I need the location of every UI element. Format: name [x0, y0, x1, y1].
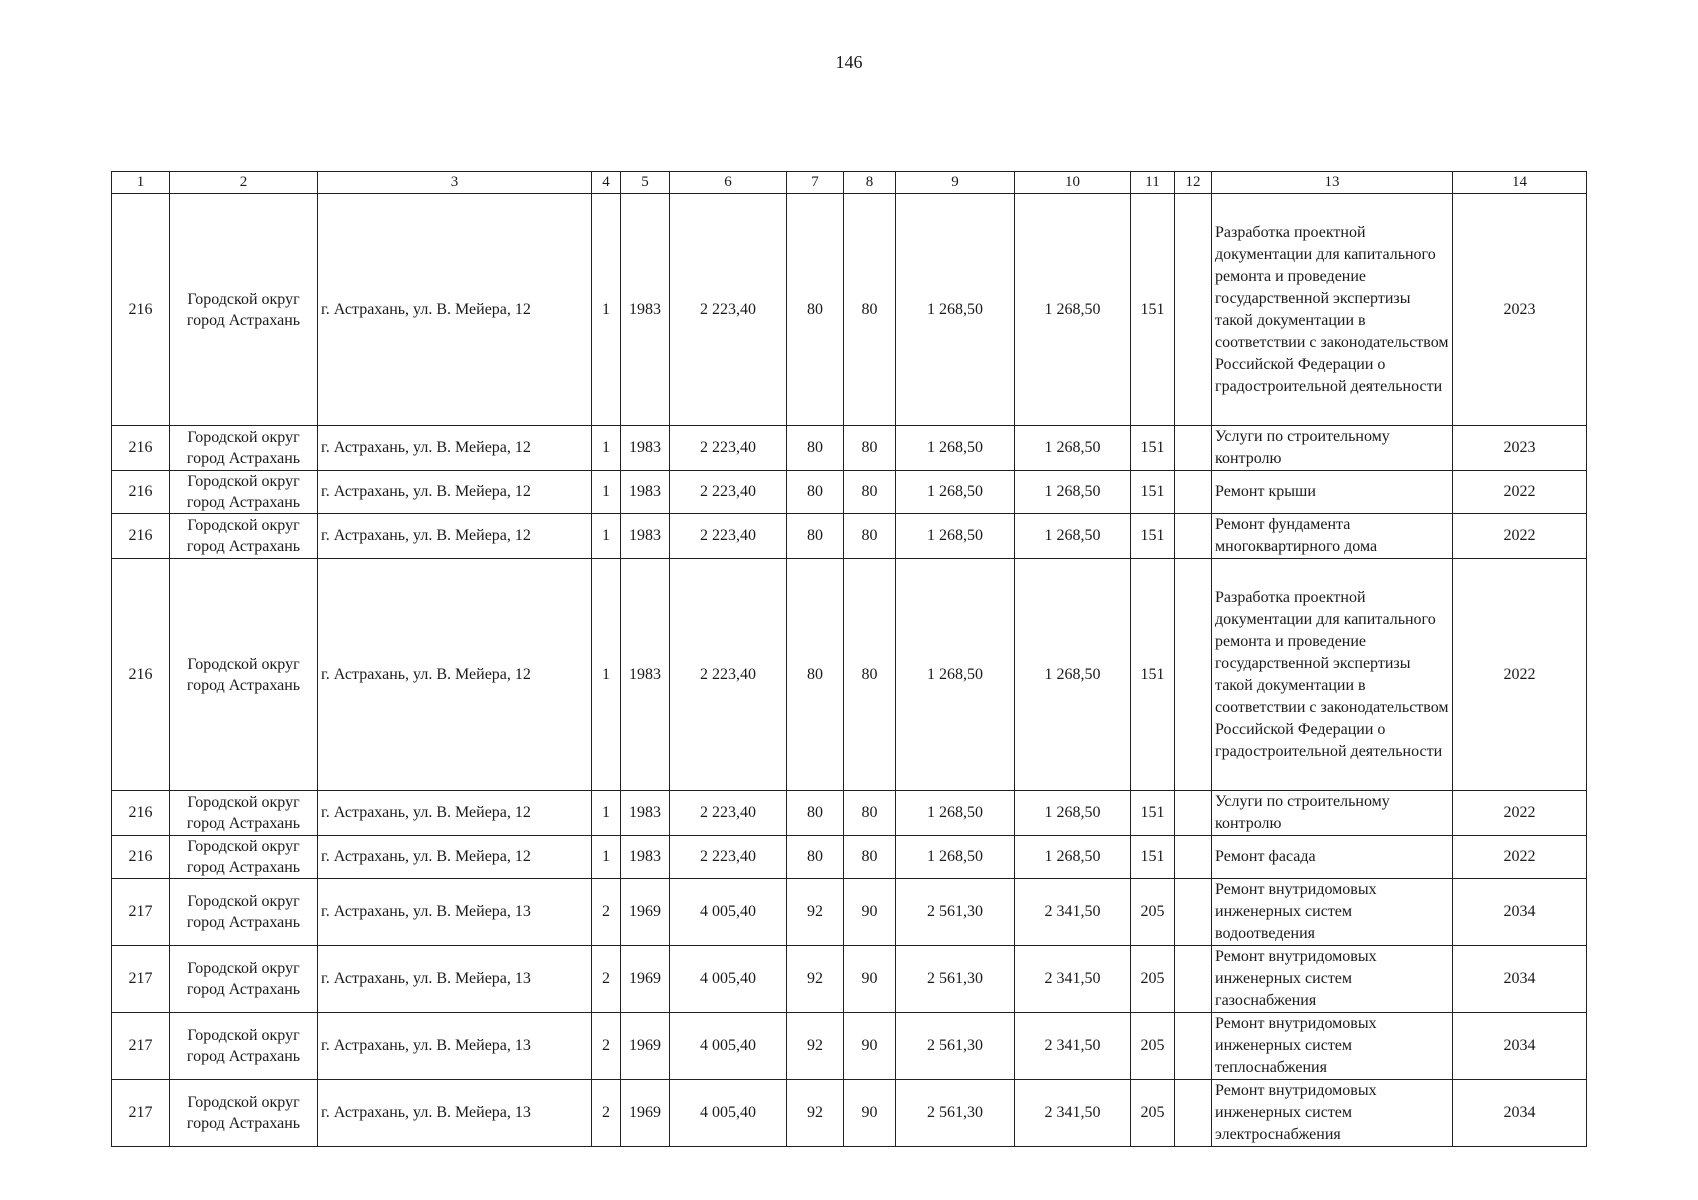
cell-year: 2034	[1453, 1013, 1587, 1080]
cell-locality: Городской округ город Астрахань	[170, 1080, 318, 1147]
cell-col-12	[1175, 194, 1212, 426]
cell-col-7: 80	[787, 559, 844, 791]
column-header: 3	[318, 172, 592, 194]
cell-address: г. Астрахань, ул. В. Мейера, 13	[318, 1013, 592, 1080]
column-header: 10	[1015, 172, 1131, 194]
cell-object-number: 216	[112, 791, 170, 836]
cell-work-type: Ремонт внутридомовых инженерных систем водоотведения	[1212, 879, 1453, 946]
cell-col-10: 1 268,50	[1015, 514, 1131, 559]
cell-col-11: 151	[1131, 836, 1175, 879]
cell-col-9: 1 268,50	[896, 194, 1015, 426]
cell-col-4: 1	[592, 836, 621, 879]
cell-col-9: 2 561,30	[896, 879, 1015, 946]
cell-col-6: 2 223,40	[670, 426, 787, 471]
cell-col-12	[1175, 946, 1212, 1013]
cell-col-8: 80	[844, 559, 896, 791]
cell-col-7: 80	[787, 471, 844, 514]
cell-col-10: 2 341,50	[1015, 1080, 1131, 1147]
cell-col-12	[1175, 1013, 1212, 1080]
cell-col-12	[1175, 791, 1212, 836]
cell-col-10: 2 341,50	[1015, 1013, 1131, 1080]
cell-object-number: 217	[112, 1013, 170, 1080]
column-header: 6	[670, 172, 787, 194]
column-header: 13	[1212, 172, 1453, 194]
cell-col-6: 2 223,40	[670, 194, 787, 426]
cell-col-7: 92	[787, 1080, 844, 1147]
column-header: 9	[896, 172, 1015, 194]
table-row	[112, 1013, 1587, 1080]
table-row	[112, 559, 1587, 791]
cell-col-11: 151	[1131, 426, 1175, 471]
cell-locality: Городской округ город Астрахань	[170, 471, 318, 514]
cell-col-6: 4 005,40	[670, 879, 787, 946]
cell-col-10: 1 268,50	[1015, 559, 1131, 791]
cell-col-4: 1	[592, 514, 621, 559]
cell-locality: Городской округ город Астрахань	[170, 946, 318, 1013]
cell-col-8: 80	[844, 194, 896, 426]
cell-col-7: 92	[787, 879, 844, 946]
cell-work-type: Ремонт фасада	[1212, 836, 1453, 879]
cell-col-10: 1 268,50	[1015, 194, 1131, 426]
cell-col-5: 1983	[621, 426, 670, 471]
cell-year: 2034	[1453, 946, 1587, 1013]
cell-address: г. Астрахань, ул. В. Мейера, 12	[318, 426, 592, 471]
cell-col-8: 80	[844, 471, 896, 514]
page-number: 146	[835, 52, 863, 72]
cell-col-10: 1 268,50	[1015, 471, 1131, 514]
cell-col-6: 2 223,40	[670, 836, 787, 879]
cell-col-8: 90	[844, 1013, 896, 1080]
table-row	[112, 426, 1587, 471]
column-header: 8	[844, 172, 896, 194]
cell-year: 2022	[1453, 471, 1587, 514]
cell-col-9: 1 268,50	[896, 791, 1015, 836]
cell-col-4: 2	[592, 1080, 621, 1147]
cell-object-number: 216	[112, 836, 170, 879]
cell-col-11: 205	[1131, 1013, 1175, 1080]
cell-object-number: 217	[112, 879, 170, 946]
cell-col-4: 1	[592, 559, 621, 791]
cell-address: г. Астрахань, ул. В. Мейера, 13	[318, 879, 592, 946]
cell-col-5: 1969	[621, 1080, 670, 1147]
cell-col-8: 80	[844, 791, 896, 836]
cell-col-9: 2 561,30	[896, 1080, 1015, 1147]
cell-work-type: Ремонт внутридомовых инженерных систем газоснабжения	[1212, 946, 1453, 1013]
cell-year: 2023	[1453, 426, 1587, 471]
cell-col-6: 2 223,40	[670, 471, 787, 514]
cell-year: 2022	[1453, 514, 1587, 559]
table-row	[112, 1080, 1587, 1147]
table-row	[112, 194, 1587, 426]
cell-object-number: 217	[112, 946, 170, 1013]
cell-col-11: 151	[1131, 559, 1175, 791]
cell-object-number: 216	[112, 559, 170, 791]
cell-year: 2022	[1453, 836, 1587, 879]
cell-col-8: 90	[844, 1080, 896, 1147]
cell-col-4: 2	[592, 946, 621, 1013]
cell-col-10: 1 268,50	[1015, 791, 1131, 836]
cell-col-9: 2 561,30	[896, 1013, 1015, 1080]
cell-col-6: 4 005,40	[670, 1080, 787, 1147]
repair-program-table	[111, 171, 1587, 1147]
cell-col-11: 151	[1131, 471, 1175, 514]
cell-col-9: 2 561,30	[896, 946, 1015, 1013]
cell-locality: Городской округ город Астрахань	[170, 879, 318, 946]
cell-object-number: 216	[112, 426, 170, 471]
cell-locality: Городской округ город Астрахань	[170, 791, 318, 836]
cell-col-7: 92	[787, 946, 844, 1013]
cell-col-9: 1 268,50	[896, 514, 1015, 559]
cell-address: г. Астрахань, ул. В. Мейера, 13	[318, 1080, 592, 1147]
cell-col-9: 1 268,50	[896, 471, 1015, 514]
cell-work-type: Разработка проектной документации для капитального ремонта и проведение государственной экспертизы такой документации в соответствии с законодательством Российской Федерации о градостроительной деятельности	[1212, 194, 1453, 426]
cell-col-4: 1	[592, 791, 621, 836]
cell-col-9: 1 268,50	[896, 836, 1015, 879]
cell-col-8: 90	[844, 879, 896, 946]
cell-col-6: 4 005,40	[670, 946, 787, 1013]
cell-col-7: 80	[787, 194, 844, 426]
cell-col-5: 1969	[621, 1013, 670, 1080]
table-row	[112, 879, 1587, 946]
cell-year: 2022	[1453, 559, 1587, 791]
table-row	[112, 791, 1587, 836]
column-header: 5	[621, 172, 670, 194]
cell-col-11: 151	[1131, 514, 1175, 559]
column-header: 14	[1453, 172, 1587, 194]
cell-col-11: 151	[1131, 791, 1175, 836]
cell-col-5: 1983	[621, 514, 670, 559]
cell-address: г. Астрахань, ул. В. Мейера, 12	[318, 194, 592, 426]
cell-year: 2034	[1453, 879, 1587, 946]
cell-work-type: Ремонт внутридомовых инженерных систем электроснабжения	[1212, 1080, 1453, 1147]
cell-locality: Городской округ город Астрахань	[170, 514, 318, 559]
cell-col-4: 1	[592, 426, 621, 471]
column-header: 1	[112, 172, 170, 194]
cell-col-4: 2	[592, 879, 621, 946]
cell-col-12	[1175, 1080, 1212, 1147]
cell-year: 2034	[1453, 1080, 1587, 1147]
cell-address: г. Астрахань, ул. В. Мейера, 12	[318, 791, 592, 836]
header-row	[112, 172, 1587, 194]
cell-work-type: Разработка проектной документации для капитального ремонта и проведение государственной экспертизы такой документации в соответствии с законодательством Российской Федерации о градостроительной деятельности	[1212, 559, 1453, 791]
cell-col-5: 1969	[621, 879, 670, 946]
cell-col-4: 1	[592, 194, 621, 426]
cell-work-type: Услуги по строительному контролю	[1212, 426, 1453, 471]
cell-col-8: 90	[844, 946, 896, 1013]
cell-address: г. Астрахань, ул. В. Мейера, 12	[318, 559, 592, 791]
cell-col-7: 80	[787, 836, 844, 879]
column-header: 7	[787, 172, 844, 194]
cell-col-8: 80	[844, 426, 896, 471]
cell-col-12	[1175, 426, 1212, 471]
cell-address: г. Астрахань, ул. В. Мейера, 12	[318, 836, 592, 879]
cell-object-number: 217	[112, 1080, 170, 1147]
cell-work-type: Услуги по строительному контролю	[1212, 791, 1453, 836]
table-row	[112, 946, 1587, 1013]
cell-col-5: 1969	[621, 946, 670, 1013]
cell-year: 2022	[1453, 791, 1587, 836]
cell-col-12	[1175, 879, 1212, 946]
cell-col-9: 1 268,50	[896, 426, 1015, 471]
cell-col-12	[1175, 559, 1212, 791]
cell-col-4: 2	[592, 1013, 621, 1080]
table-row	[112, 514, 1587, 559]
cell-col-8: 80	[844, 836, 896, 879]
cell-address: г. Астрахань, ул. В. Мейера, 12	[318, 514, 592, 559]
cell-col-12	[1175, 471, 1212, 514]
cell-work-type: Ремонт фундамента многоквартирного дома	[1212, 514, 1453, 559]
cell-col-8: 80	[844, 514, 896, 559]
cell-object-number: 216	[112, 514, 170, 559]
cell-col-7: 80	[787, 514, 844, 559]
cell-col-12	[1175, 514, 1212, 559]
cell-col-5: 1983	[621, 559, 670, 791]
cell-work-type: Ремонт крыши	[1212, 471, 1453, 514]
cell-locality: Городской округ город Астрахань	[170, 194, 318, 426]
cell-locality: Городской округ город Астрахань	[170, 836, 318, 879]
cell-col-7: 80	[787, 791, 844, 836]
cell-year: 2023	[1453, 194, 1587, 426]
cell-col-10: 2 341,50	[1015, 946, 1131, 1013]
table-row	[112, 836, 1587, 879]
cell-col-6: 2 223,40	[670, 791, 787, 836]
cell-object-number: 216	[112, 194, 170, 426]
cell-col-4: 1	[592, 471, 621, 514]
cell-col-12	[1175, 836, 1212, 879]
cell-col-9: 1 268,50	[896, 559, 1015, 791]
cell-work-type: Ремонт внутридомовых инженерных систем теплоснабжения	[1212, 1013, 1453, 1080]
cell-col-11: 205	[1131, 946, 1175, 1013]
cell-col-10: 2 341,50	[1015, 879, 1131, 946]
table-row	[112, 471, 1587, 514]
cell-col-5: 1983	[621, 194, 670, 426]
cell-col-6: 2 223,40	[670, 514, 787, 559]
column-header: 2	[170, 172, 318, 194]
cell-object-number: 216	[112, 471, 170, 514]
cell-col-5: 1983	[621, 791, 670, 836]
cell-col-7: 80	[787, 426, 844, 471]
cell-col-7: 92	[787, 1013, 844, 1080]
cell-col-10: 1 268,50	[1015, 426, 1131, 471]
cell-col-6: 4 005,40	[670, 1013, 787, 1080]
cell-locality: Городской округ город Астрахань	[170, 559, 318, 791]
cell-locality: Городской округ город Астрахань	[170, 426, 318, 471]
cell-col-5: 1983	[621, 471, 670, 514]
column-header: 4	[592, 172, 621, 194]
cell-col-11: 205	[1131, 1080, 1175, 1147]
cell-address: г. Астрахань, ул. В. Мейера, 12	[318, 471, 592, 514]
cell-locality: Городской округ город Астрахань	[170, 1013, 318, 1080]
cell-col-10: 1 268,50	[1015, 836, 1131, 879]
cell-col-6: 2 223,40	[670, 559, 787, 791]
cell-col-5: 1983	[621, 836, 670, 879]
cell-col-11: 151	[1131, 194, 1175, 426]
column-header: 12	[1175, 172, 1212, 194]
cell-col-11: 205	[1131, 879, 1175, 946]
cell-address: г. Астрахань, ул. В. Мейера, 13	[318, 946, 592, 1013]
column-header: 11	[1131, 172, 1175, 194]
